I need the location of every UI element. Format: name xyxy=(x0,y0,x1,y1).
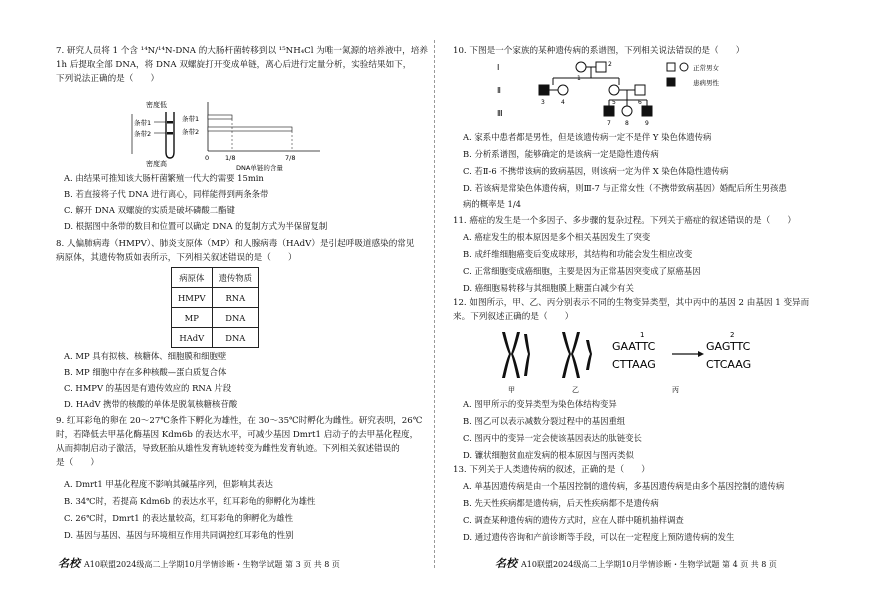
tube-band1-label: 条带1 xyxy=(134,119,152,127)
x-tick-1-8: 1/8 xyxy=(225,154,236,162)
chromosome-pair-yi xyxy=(562,332,592,378)
q8-option-d: D. HAdV 携带的核酸的单体是脱氧核糖核苷酸 xyxy=(64,399,238,409)
person-III-9 xyxy=(642,106,652,116)
pathogen-table xyxy=(171,267,259,348)
graph-x-label: DNA单链的含量 xyxy=(236,164,283,172)
q10-option-a: A. 家系中患者都是男性，但是该遗传病一定不是伴 Y 染色体遗传病 xyxy=(463,132,712,142)
table-row xyxy=(172,288,259,308)
graph-band2-label: 条带2 xyxy=(182,128,200,136)
q7-figure xyxy=(110,94,330,172)
question-13-stem xyxy=(453,463,650,477)
num-5: 5 xyxy=(612,99,616,106)
pedigree-chart xyxy=(495,58,745,128)
label-bing: 丙 xyxy=(672,386,679,394)
q8-option-c: C. HMPV 的基因是有遗传效应的 RNA 片段 xyxy=(64,383,232,393)
q7-line-3: 下列说法正确的是（ ） xyxy=(56,74,160,84)
seq2-bottom: CTCAAG xyxy=(706,358,752,371)
q13-option-a: A. 单基因遗传病是由一个基因控制的遗传病，多基因遗传病是由多个基因控制的遗传病 xyxy=(463,481,785,491)
q9-line-2: 时，若降低去甲基化酶基因 Kdm6b 的表达水平，可减少基因 Dmrt1 启动子的去甲基化程度， xyxy=(56,430,419,440)
footer-logo: 名校 xyxy=(58,557,80,570)
table-cell: DNA xyxy=(212,328,259,348)
q13-option-d: D. 通过遗传咨询和产前诊断等手段，可以在一定程度上预防遗传病的发生 xyxy=(463,532,735,542)
left-footer xyxy=(58,555,340,571)
footer-logo: 名校 xyxy=(495,557,517,570)
person-II-4 xyxy=(558,85,568,95)
legend-affected-label: 患病男性 xyxy=(693,79,719,87)
num-8: 8 xyxy=(625,120,629,127)
question-11-stem xyxy=(453,214,796,228)
seq1-bottom: CTTAAG xyxy=(612,358,656,371)
table-header-row xyxy=(172,268,259,288)
q11-option-a: A. 癌症发生的根本原因是多个相关基因发生了突变 xyxy=(463,232,651,242)
question-10-stem xyxy=(453,44,744,58)
question-8-stem xyxy=(56,237,415,265)
person-II-3 xyxy=(539,85,549,95)
table-header-cell: 病原体 xyxy=(172,268,213,288)
person-I-1 xyxy=(576,62,586,72)
q7-option-c: C. 解开 DNA 双螺旋的实质是破坏磷酸二酯键 xyxy=(64,205,235,215)
q11-option-c: C. 正常细胞变成癌细胞，主要是因为正常基因突变成了原癌基因 xyxy=(463,266,701,276)
person-III-8 xyxy=(622,106,632,116)
person-II-5 xyxy=(609,85,619,95)
q11-line-1: 11. 癌症的发生是一个多因子、多步骤的复杂过程。下列关于癌症的叙述错误的是（ ） xyxy=(453,216,796,226)
q12-line-1: 12. 如图所示，甲、乙、丙分别表示不同的生物变异类型，其中丙中的基因 2 由基因 1 变异而 xyxy=(453,298,810,308)
q7-option-b: B. 若直接将子代 DNA 进行离心，同样能得到两条条带 xyxy=(64,189,269,199)
q10-option-b: B. 分析系谱图，能够确定的是该病一定是隐性遗传病 xyxy=(463,149,659,159)
gen-label-1: Ⅰ xyxy=(497,63,500,72)
q9-line-1: 9. 红耳彩龟的卵在 20～27℃条件下孵化为雄性，在 30～35℃时孵化为雌性。研究表明，26℃ xyxy=(56,416,423,426)
table-cell: DNA xyxy=(212,308,259,328)
table-cell: MP xyxy=(172,308,213,328)
legend-affected-male xyxy=(667,78,675,86)
x-tick-0: 0 xyxy=(205,154,210,162)
tube-band-1 xyxy=(167,121,173,124)
q9-option-a: A. Dmrt1 甲基化程度不影响其碱基序列，但影响其表达 xyxy=(64,479,273,489)
q9-option-c: C. 26℃时，Dmrt1 的表达量较高，红耳彩龟的卵孵化为雄性 xyxy=(64,513,293,523)
num-9: 9 xyxy=(645,120,649,127)
legend-normal-female xyxy=(680,63,688,71)
q8-option-b: B. MP 细胞中存在多种核酸—蛋白质复合体 xyxy=(64,367,227,377)
person-II-6 xyxy=(635,85,645,95)
table-header-cell: 遗传物质 xyxy=(212,268,259,288)
q8-line-2: 病原体，其遗传物质如表所示，下列相关叙述错误的是（ ） xyxy=(56,253,297,263)
q12-line-2: 来。下列叙述正确的是（ ） xyxy=(453,312,574,322)
tube-bottom-label: 密度高 xyxy=(146,160,167,168)
table-row xyxy=(172,328,259,348)
num-3: 3 xyxy=(541,99,545,106)
q13-option-b: B. 先天性疾病都是遗传病，后天性疾病都不是遗传病 xyxy=(463,498,659,508)
footer-text: A10联盟2024级高二上学期10月学情诊断・生物学试题 第 3 页 共 8 页 xyxy=(84,560,340,569)
q12-option-b: B. 图乙可以表示减数分裂过程中的基因重组 xyxy=(463,416,626,426)
graph-bar-2 xyxy=(208,127,292,131)
label-jia: 甲 xyxy=(508,386,515,394)
q12-figure xyxy=(490,326,760,396)
q10-option-c: C. 若Ⅱ-6 不携带该病的致病基因，则该病一定为伴 X 染色体隐性遗传病 xyxy=(463,166,729,176)
legend-normal-label: 正常男女 xyxy=(693,64,719,72)
q13-option-c: C. 调查某种遗传病的遗传方式时，应在人群中随机抽样调查 xyxy=(463,515,684,525)
legend-normal-male xyxy=(667,63,675,71)
num-6: 6 xyxy=(638,99,642,106)
question-12-stem xyxy=(453,296,809,324)
q10-line-1: 10. 下图是一个家族的某种遗传病的系谱图，下列相关说法错误的是（ ） xyxy=(453,46,745,56)
marker-1: 1 xyxy=(640,331,645,339)
table-cell: RNA xyxy=(212,288,259,308)
q12-option-d: D. 镰状细胞贫血症发病的根本原因与图丙类似 xyxy=(463,450,634,460)
label-yi: 乙 xyxy=(572,386,579,394)
arrow-head xyxy=(698,351,704,357)
q7-option-d: D. 根据图中条带的数目和位置可以确定 DNA 的复制方式为半保留复制 xyxy=(64,221,328,231)
chromosome-pair-jia xyxy=(502,332,530,378)
q11-option-b: B. 成纤维细胞癌变后变成球形，其结构和功能会发生相应改变 xyxy=(463,249,693,259)
q12-option-a: A. 图甲所示的变异类型为染色体结构变异 xyxy=(463,399,617,409)
q9-line-4: 是（ ） xyxy=(56,458,99,468)
right-footer xyxy=(495,555,777,571)
table-cell: HMPV xyxy=(172,288,213,308)
num-2: 2 xyxy=(608,61,612,68)
table-row xyxy=(172,308,259,328)
q11-option-d: D. 癌细胞易转移与其细胞膜上糖蛋白减少有关 xyxy=(463,283,634,293)
seq2-top: GAGTTC xyxy=(706,340,751,353)
q7-option-a: A. 由结果可推知该大肠杆菌繁殖一代大约需要 15min xyxy=(64,173,264,183)
q12-option-c: C. 图丙中的变异一定会使该基因表达的肽链变长 xyxy=(463,433,642,443)
q8-option-a: A. MP 具有拟核、核糖体、细胞膜和细胞壁 xyxy=(64,351,227,361)
tube-band2-label: 条带2 xyxy=(134,130,152,138)
q13-line-1: 13. 下列关于人类遗传病的叙述，正确的是（ ） xyxy=(453,465,650,475)
gen-label-3: Ⅲ xyxy=(497,109,503,118)
footer-text: A10联盟2024级高二上学期10月学情诊断・生物学试题 第 4 页 共 8 页 xyxy=(521,560,777,569)
q7-line-1: 7. 研究人员将 1 个含 ¹⁴N/¹⁴N-DNA 的大肠杆菌转移到以 ¹⁵NH₄Cl 为唯一氮源的培养液中，培养 xyxy=(56,46,428,56)
marker-2: 2 xyxy=(730,331,735,339)
q9-option-b: B. 34℃时，若提高 Kdm6b 的表达水平，红耳彩龟的卵孵化为雄性 xyxy=(64,496,316,506)
num-7: 7 xyxy=(607,120,611,127)
table-cell: HAdV xyxy=(172,328,213,348)
num-4: 4 xyxy=(561,99,565,106)
q8-line-1: 8. 人偏肺病毒（HMPV）、肺炎支原体（MP）和人腺病毒（HAdV）是引起呼吸道感染的常见 xyxy=(56,239,415,249)
person-III-7 xyxy=(604,106,614,116)
tube-band-2 xyxy=(167,132,173,135)
centrifuge-tube xyxy=(166,112,174,158)
q10-option-d: D. 若该病是常染色体遗传病，则Ⅲ-7 与正常女性（不携带致病基因）婚配后所生男孩患 xyxy=(463,183,787,193)
q9-option-d: D. 基因与基因、基因与环境相互作用共同调控红耳彩龟的性别 xyxy=(64,530,294,540)
right-page xyxy=(435,0,870,599)
x-tick-7-8: 7/8 xyxy=(285,154,296,162)
question-7-stem xyxy=(56,44,428,86)
q9-line-3: 从而抑制启动子激活，导致胚胎从雄性发育轨迹转变为雌性发育轨迹。下列相关叙述错误的 xyxy=(56,444,400,454)
q10-option-d-cont: 病的概率是 1/4 xyxy=(463,199,522,209)
tube-top-label: 密度低 xyxy=(146,101,167,109)
person-I-2 xyxy=(596,62,606,72)
question-9-stem xyxy=(56,414,422,470)
q7-line-2: 1h 后提取全部 DNA，将 DNA 双螺旋打开变成单链，离心后进行定量分析，实验结果如下， xyxy=(56,60,412,70)
num-1: 1 xyxy=(577,75,581,82)
gen-label-2: Ⅱ xyxy=(497,86,501,95)
graph-bar-1 xyxy=(208,115,232,119)
seq1-top: GAATTC xyxy=(612,340,656,353)
graph-band1-label: 条带1 xyxy=(182,115,200,123)
